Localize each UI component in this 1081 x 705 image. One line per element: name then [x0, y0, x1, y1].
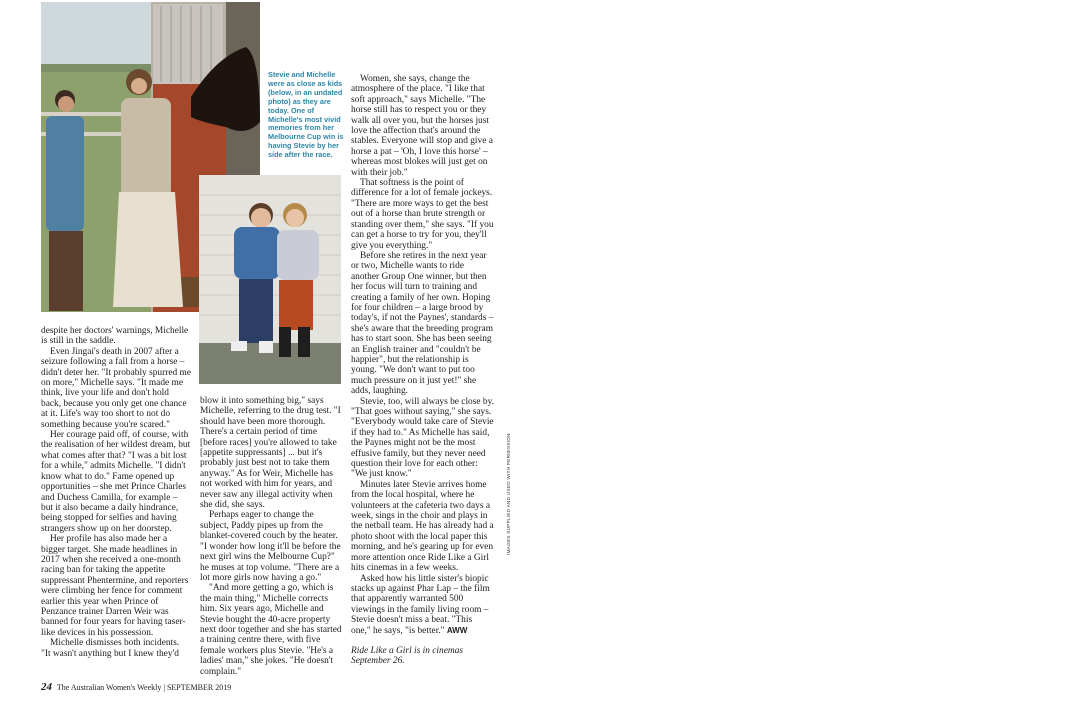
- paragraph: Her courage paid off, of course, with the realisation of her wildest dream, but what comes after that? "I was a bit lost for a while," admits Michelle. "I didn't know what to do." Fame opened up opportunities – she met Prince Charles and Duchess Camilla, for example – but it also became a daily hindrance, being stopped for selfies and having strangers show up on her doorstep.: [41, 430, 191, 534]
- photo-credit: IMAGES SUPPLIED AND USED WITH PERMISSION: [506, 433, 511, 555]
- paragraph: blow it into something big," says Michelle, referring to the drug test. "I should have been more thorough. There's a certain period of time [before races] you're allowed to take [appetite suppressants] ... but it's probably just best not to take them anyway." As for Weir, Michelle has not worked with him for years, and never saw any illegal activity when she did, she says.: [200, 396, 341, 511]
- article-column-2: [200, 396, 342, 677]
- end-mark: AWW: [446, 625, 468, 635]
- paragraph: Stevie, too, will always be close by. "That goes without saying," she says. "Everybody would take care of Stevie if they had to." As Michelle has said, the Paynes might not be the most effusive family, but they never need question their love for each other: "We just know.": [351, 396, 495, 480]
- inset-photo: [199, 175, 341, 384]
- paragraph: Minutes later Stevie arrives home from the local hospital, where he volunteers at the cafeteria two days a week, sings in the choir and plays in the netball team. He has already had a photo shoot with the local paper this morning, and he's gearing up for even more attention once Ride Like a Girl hits cinemas in a few weeks.: [351, 479, 494, 574]
- article-column-1: [41, 326, 191, 659]
- cinema-note: Ride Like a Girl is in cinemas September 26.: [351, 645, 463, 667]
- paragraph: Perhaps eager to change the subject, Paddy pipes up from the blanket-covered couch by the heater. "I wonder how long it'll be before the next girl wins the Melbourne Cup?" he muses at top volume. "There are a lot more girls now having a go.": [200, 510, 341, 583]
- photo-caption: Stevie and Michelle were as close as kids (below, in an undated photo) as they are today. One of Michelle's most vivid memories from her Melbourne Cup win is having Stevie by her side after the race.: [268, 70, 344, 160]
- paragraph: Her profile has also made her a bigger target. She made headlines in 2017 when she received a one-month racing ban for taking the appetite suppressant Phentermine, and reporters were climbing her fence for comment earlier this year when Prince of Penzance trainer Darren Weir was banned for four years for having taser-like devices in his possession.: [41, 534, 189, 638]
- page-footer: [41, 681, 231, 693]
- paragraph: That softness is the point of difference for a lot of female jockeys. "There are more ways to get the best out of a horse than brute strength or standing over them," she says. "If you can get a horse to try for you, they'll give you everything.": [351, 178, 494, 251]
- paragraph: [351, 574, 494, 636]
- paragraph: Before she retires in the next year or two, Michelle wants to ride another Group One winner, but then her focus will turn to training and creating a family of her own. Hoping for four children – a large brood by today's, if not the Paynes', standards – she's aware that the breeding program has to start soon. She has been seeing an English trainer and "couldn't be happier", but the relationship is young. "We don't want to put too much pressure on it just yet!" she adds, laughing.: [351, 250, 494, 397]
- article-column-3: [351, 74, 494, 667]
- page-number: 24: [41, 681, 52, 693]
- publication-name: The Australian Women's Weekly | SEPTEMBER 2019: [56, 683, 232, 692]
- paragraph: Michelle dismisses both incidents. "It wasn't anything but I knew they'd: [41, 638, 180, 659]
- paragraph: Women, she says, change the atmosphere of the place. "I like that soft approach," says Michelle. "The horse still has to respect you or they walk all over you, but the horses just love the affection that's around the stables. Everyone will stop and give a horse a pat – 'Oh, I love this horse' – whereas most blokes will just get on with their job.": [351, 74, 493, 178]
- paragraph: Even Jingai's death in 2007 after a seizure following a fall from a horse – didn't deter her. "It probably spurred me on more," Michelle says. "It made me think, live your life and don't hold back, because you only get one chance at it. Life's way too short to not do something because you're scared.": [41, 346, 192, 430]
- paragraph-text: Asked how his little sister's biopic stacks up against Phar Lap – the film that apparently warranted 500 viewings in the family living room – Stevie doesn't miss a beat. "This one," he says, "is better.": [351, 573, 490, 636]
- paragraph: "And more getting a go, which is the main thing," Michelle corrects him. Six years ago, Michelle and Stevie bought the 40-acre property next door together and she has started a training centre there, with five female workers plus Stevie. "He's a ladies' man," she jokes. "He doesn't complain.": [200, 583, 342, 677]
- paragraph: despite her doctors' warnings, Michelle is still in the saddle.: [41, 326, 189, 347]
